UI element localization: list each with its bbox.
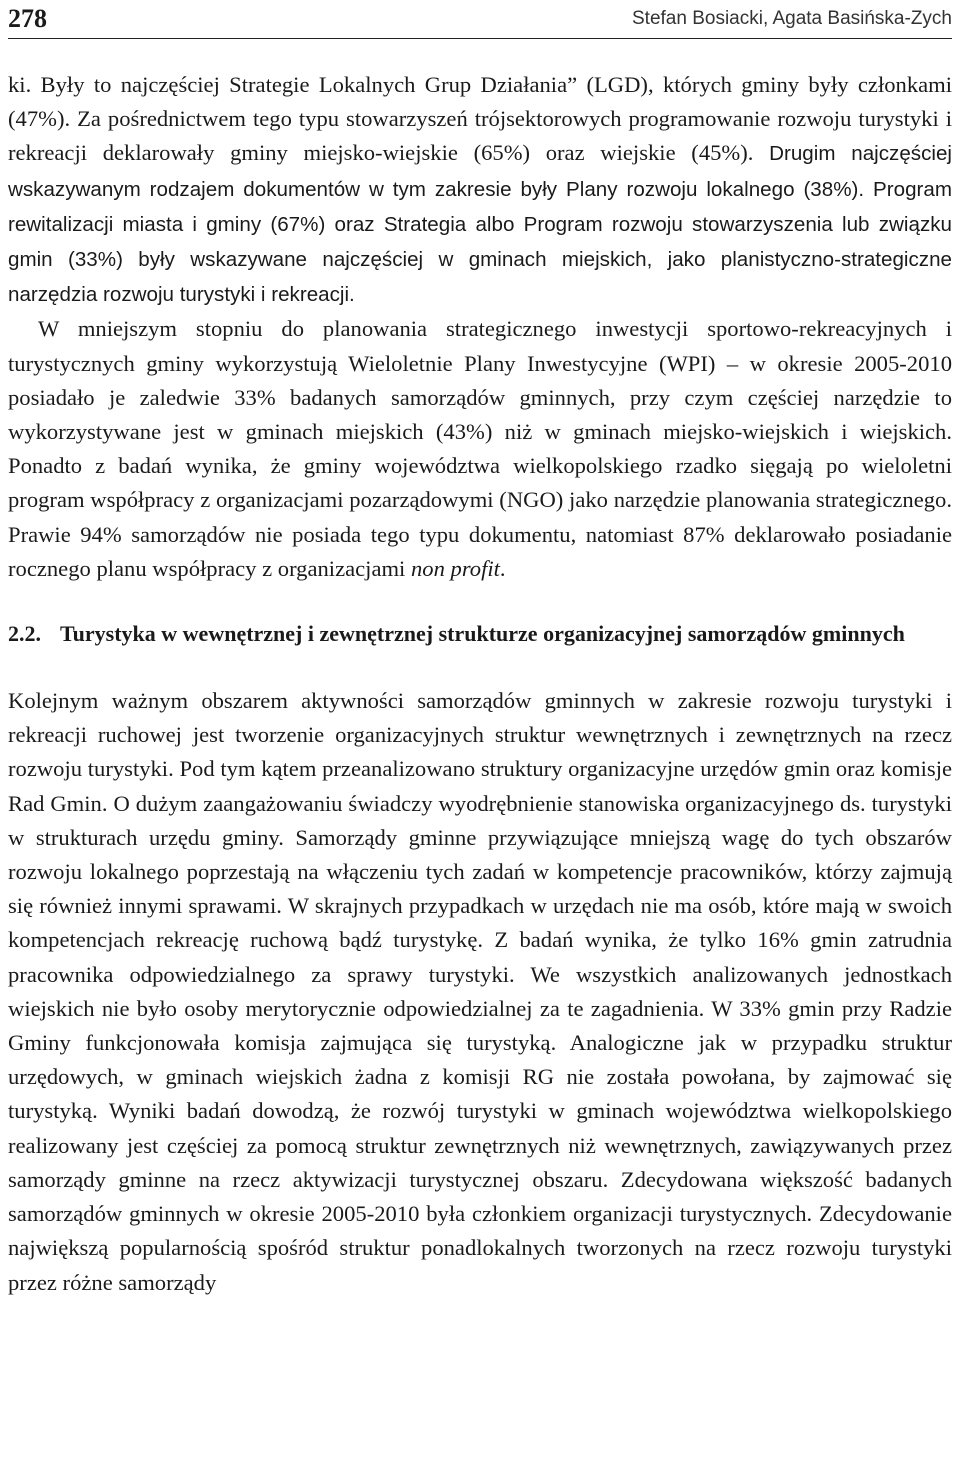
section-number: 2.2. bbox=[8, 621, 41, 647]
article-body bbox=[8, 68, 952, 1300]
paragraph-1-sans-text: Drugim najczęściej wskazywanym rodzajem dokumentów w tym zakresie były Plany rozwoju lokalnego (38%). Program rewitalizacji miasta i gminy (67%) oraz Strategia albo Program rozwoju stowarzyszenia lub związku gmin (33%) były wskazywane najczęściej w gminach miejskich, jako planistyczno-strategiczne narzędzia rozwoju turystyki i rekreacji. bbox=[8, 142, 952, 307]
paragraph-3 bbox=[8, 684, 952, 1300]
section-title: Turystyka w wewnętrznej i zewnętrznej strukturze organizacyjnej samorządów gminnych bbox=[60, 621, 905, 647]
paragraph-1-serif-text: ki. Były to najczęściej Strategie Lokalnych Grup Działania” (LGD), których gminy były członkami (47%). Za pośrednictwem tego typu stowarzyszeń trójsektorowych programowanie rozwoju turystyki i rekreacji deklarowały gminy miejsko-wiejskie (65%) oraz wiejskie (45%). bbox=[8, 72, 952, 166]
paragraph-2-italic-term: non profit bbox=[410, 555, 500, 581]
page-number: 278 bbox=[8, 4, 47, 33]
paragraph-1 bbox=[8, 68, 952, 312]
running-header bbox=[8, 0, 952, 39]
paragraph-2-end: . bbox=[499, 555, 506, 581]
section-heading bbox=[8, 618, 952, 650]
paragraph-3-text: Kolejnym ważnym obszarem aktywności samorządów gminnych w zakresie rozwoju turystyki i rekreacji ruchowej jest tworzenie organizacyjnych struktur wewnętrznych i zewnętrznych na rzecz rozwoju turystyki. Pod tym kątem przeanalizowano struktury organizacyjne urzędów gmin oraz komisje Rad Gmin. O dużym zaangażowaniu świadczy wyodrębnienie stanowiska organizacyjnego ds. turystyki w strukturach urzędu gminy. Samorządy gminne przywiązujące mniejszą wagę do tych obszarów rozwoju lokalnego poprzestają na włączeniu tych zadań w kompetencje pracowników, którzy zajmują się również innymi sprawami. W skrajnych przypadkach w urzędach nie ma osób, które mają w swoich kompetencjach rekreację ruchową bądź turystykę. Z badań wynika, że tylko 16% gmin zatrudnia pracownika odpowiedzialnego za sprawy turystyki. We wszystkich analizowanych jednostkach wiejskich nie było osoby merytorycznie odpowiedzialnej za te zagadnienia. W 33% gmin przy Radzie Gminy funkcjonowała komisja zajmująca się turystyką. Analogiczne jak w przypadku struktur urzędowych, w gminach wiejskich żadna z komisji RG nie została powołana, by zajmować się turystyką. Wyniki badań dowodzą, że rozwój turystyki w gminach województwa wielkopolskiego realizowany jest częściej za pomocą struktur zewnętrznych niż wewnętrznych, zawiązywanych przez samorządy gminne na rzecz aktywizacji turystycznej obszaru. Zdecydowana większość badanych samorządów gminnych w okresie 2005-2010 była członkiem organizacji turystycznych. Zdecydowanie największą popularnością spośród struktur ponadlokalnych tworzonych na rzecz rozwoju turystyki przez różne samorządy bbox=[8, 688, 952, 1295]
paragraph-2 bbox=[8, 312, 952, 586]
paragraph-2-text: W mniejszym stopniu do planowania strategicznego inwestycji sportowo-rekreacyjnych i turystycznych gminy wykorzystują Wieloletnie Plany Inwestycyjne (WPI) – w okresie 2005-2010 posiadało je zaledwie 33% badanych samorządów gminnych, przy czym częściej narzędzie to wykorzystywane jest w gminach miejskich (43%) niż w gminach miejsko-wiejskich i wiejskich. Ponadto z badań wynika, że gminy województwa wielkopolskiego rzadko sięgają po wieloletni program współpracy z organizacjami pozarządowymi (NGO) jako narzędzie planowania strategicznego. Prawie 94% samorządów nie posiada tego typu dokumentu, natomiast 87% deklarowało posiadanie rocznego planu współpracy z organizacjami bbox=[8, 316, 952, 581]
running-head-authors: Stefan Bosiacki, Agata Basińska-Zych bbox=[632, 8, 952, 29]
